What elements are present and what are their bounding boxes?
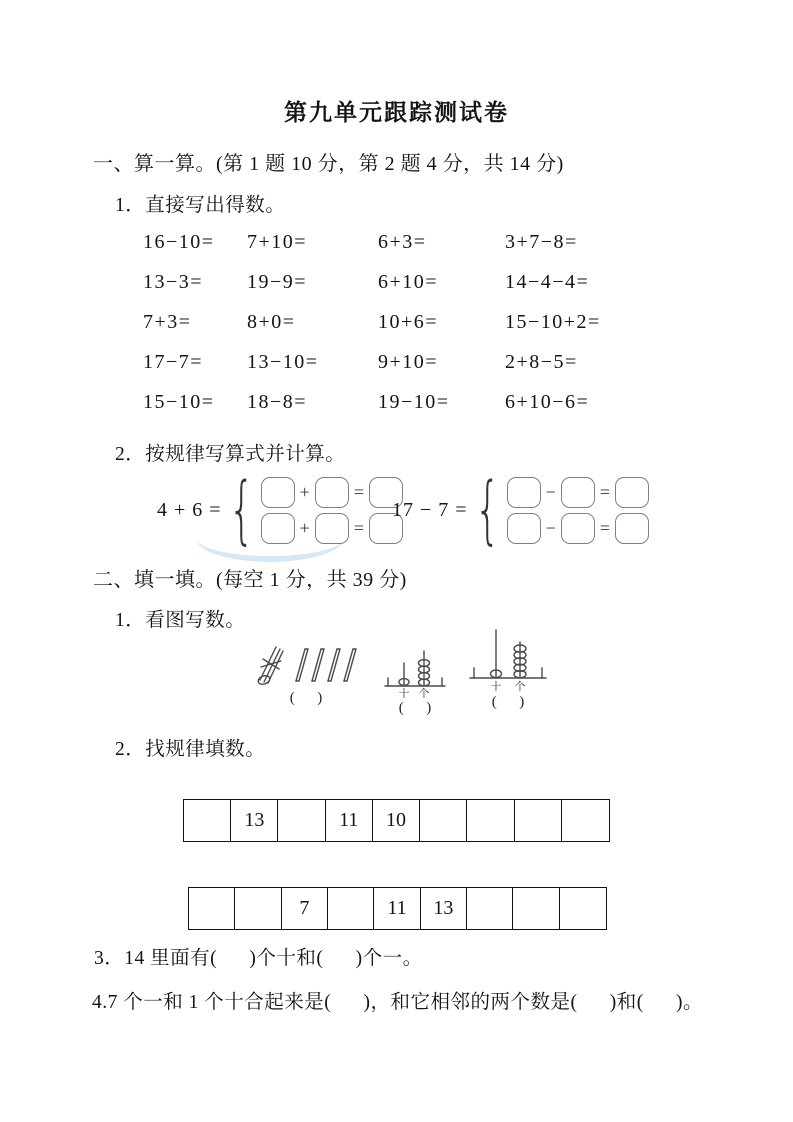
problem: 15−10+2= — [505, 311, 601, 333]
answer-box — [615, 477, 649, 508]
section-one-q1-label: 1．直接写出得数。 — [115, 195, 286, 216]
operator: + — [299, 517, 310, 538]
answer-box — [315, 477, 349, 508]
section-two-heading: 二、填一填。(每空 1 分，共 39 分) — [93, 569, 407, 591]
section-one-heading: 一、算一算。(第 1 题 10 分，第 2 题 4 分，共 14 分) — [93, 153, 564, 175]
problem: 6+10−6= — [505, 391, 590, 413]
section-two-q3-text: 3．14 里面有( )个十和( )个一。 — [94, 948, 423, 969]
answer-box — [561, 477, 595, 508]
problem: 8+0= — [247, 311, 296, 333]
problem: 6+10= — [378, 271, 439, 293]
answer-box — [261, 477, 295, 508]
equals-sign: = — [353, 517, 364, 538]
counting-frame-icon — [382, 646, 448, 698]
equation-row — [261, 477, 403, 508]
table-cell — [420, 800, 467, 841]
answer-blank: ( ) — [289, 690, 323, 706]
table-cell: 13 — [231, 800, 278, 841]
answer-blank: ( ) — [398, 700, 432, 716]
tens-label: 十 — [490, 681, 502, 692]
left-brace: { — [474, 467, 501, 553]
ones-label: 个 — [514, 681, 526, 692]
table-cell: 11 — [374, 888, 420, 929]
section-two-q2-label: 2．找规律填数。 — [115, 739, 266, 760]
answer-box — [315, 513, 349, 544]
ones-label: 个 — [418, 688, 430, 698]
table-cell: 13 — [421, 888, 467, 929]
equation-group-left — [157, 467, 403, 553]
problem: 17−7= — [143, 351, 204, 373]
problem: 19−10= — [378, 391, 450, 413]
table-cell: 10 — [373, 800, 420, 841]
operator: − — [545, 481, 556, 502]
page-title: 第九单元跟踪测试卷 — [284, 100, 509, 125]
answer-box — [615, 513, 649, 544]
problem: 10+6= — [378, 311, 439, 333]
equals-sign: = — [599, 517, 610, 538]
answer-box — [507, 477, 541, 508]
problem: 18−8= — [247, 391, 308, 413]
problem: 19−9= — [247, 271, 308, 293]
problem: 7+10= — [247, 231, 308, 253]
section-two-q1-label: 1．看图写数。 — [115, 610, 246, 631]
equals-sign: = — [353, 481, 364, 502]
section-one-q2-label: 2．按规律写算式并计算。 — [115, 444, 346, 465]
table-cell — [562, 800, 609, 841]
equation-row — [261, 513, 403, 544]
operator: + — [299, 481, 310, 502]
problem: 3+7−8= — [505, 231, 578, 253]
arithmetic-problems-grid — [143, 231, 665, 413]
equation-row — [507, 513, 649, 544]
table-cell — [328, 888, 374, 929]
table-cell: 11 — [326, 800, 373, 841]
table-cell — [184, 800, 231, 841]
answer-box — [561, 513, 595, 544]
answer-blank: ( ) — [491, 694, 525, 710]
number-pattern-table-2 — [188, 887, 607, 930]
problem: 2+8−5= — [505, 351, 578, 373]
table-cell — [278, 800, 325, 841]
number-pattern-table-1 — [183, 799, 610, 842]
table-cell: 7 — [282, 888, 328, 929]
equation-expression: 17 − 7 = — [392, 498, 468, 521]
sticks-bundle-icon — [250, 638, 362, 688]
tens-label: 十 — [398, 688, 410, 698]
problem: 13−10= — [247, 351, 319, 373]
table-cell — [467, 800, 514, 841]
equals-sign: = — [599, 481, 610, 502]
problem: 13−3= — [143, 271, 204, 293]
figure-counter-2 — [466, 628, 550, 711]
table-cell — [467, 888, 513, 929]
figure-sticks — [248, 638, 364, 707]
problem: 7+3= — [143, 311, 192, 333]
problem: 15−10= — [143, 391, 215, 413]
left-brace: { — [228, 467, 255, 553]
operator: − — [545, 517, 556, 538]
answer-box — [261, 513, 295, 544]
problem: 16−10= — [143, 231, 215, 253]
counting-frame-icon — [466, 628, 550, 692]
equation-row — [507, 477, 649, 508]
equation-rows — [261, 477, 403, 544]
problem: 6+3= — [378, 231, 427, 253]
section-two-q4-text: 4.7 个一和 1 个十合起来是( )，和它相邻的两个数是( )和( )。 — [92, 992, 703, 1013]
problem: 14−4−4= — [505, 271, 590, 293]
equation-group-right — [392, 467, 649, 553]
equation-rows — [507, 477, 649, 544]
table-cell — [235, 888, 281, 929]
equation-expression: 4 + 6 = — [157, 498, 222, 521]
problem: 9+10= — [378, 351, 439, 373]
table-cell — [560, 888, 606, 929]
table-cell — [515, 800, 562, 841]
figure-counter-1 — [382, 646, 448, 717]
table-cell — [513, 888, 559, 929]
answer-box — [507, 513, 541, 544]
table-cell — [189, 888, 235, 929]
